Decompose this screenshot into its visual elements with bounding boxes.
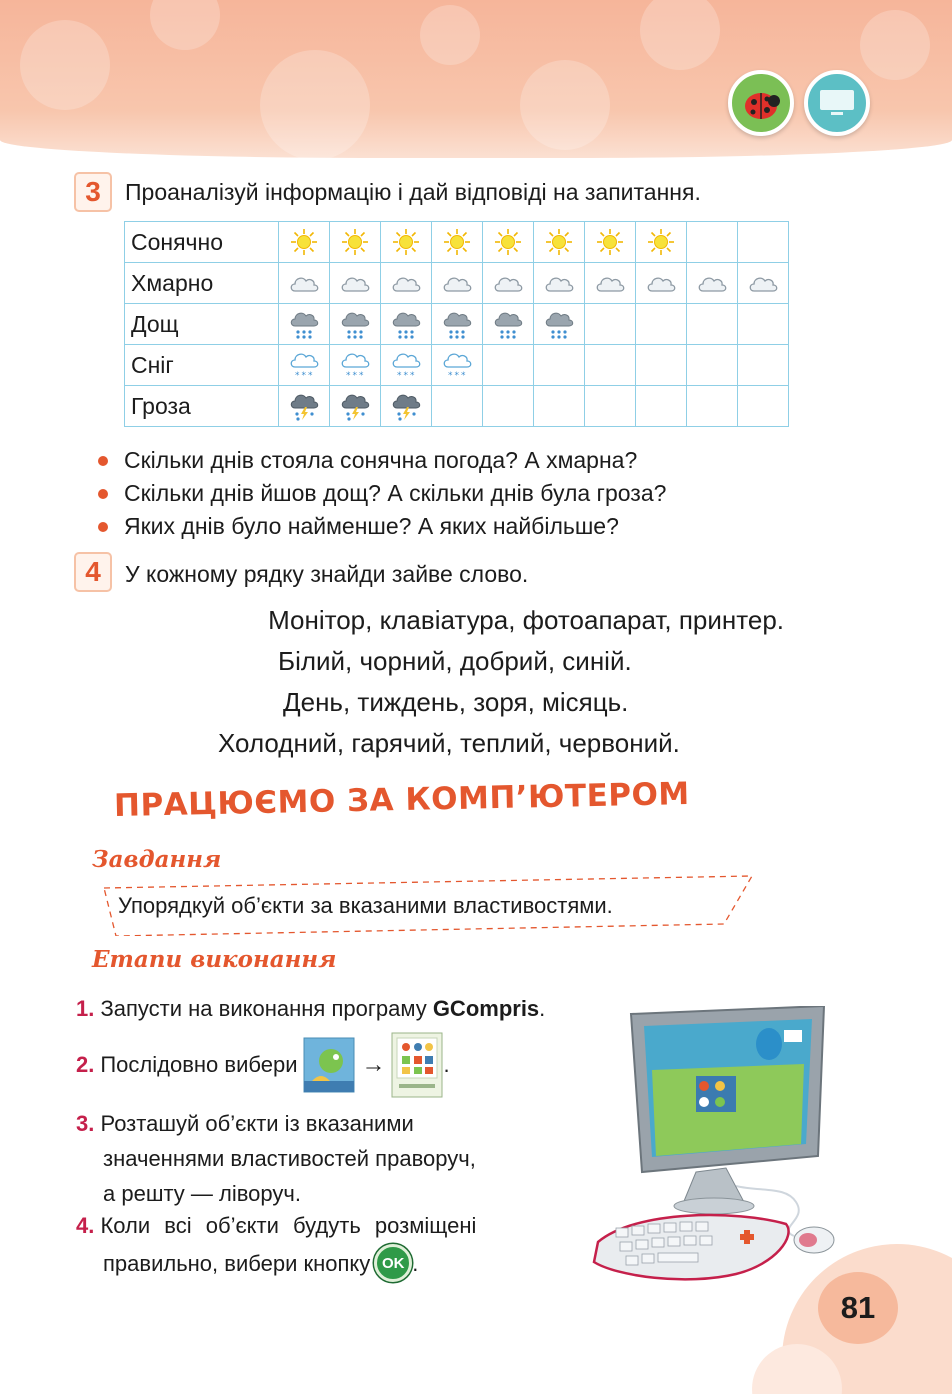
table-row <box>125 386 789 427</box>
table-cell <box>636 222 687 263</box>
table-cell <box>483 304 534 345</box>
table-row <box>125 345 789 386</box>
task-number: 4 <box>74 552 112 592</box>
section-title: ПРАЦЮЄМО ЗА КОМП’ЮТЕРОМ <box>113 775 691 825</box>
cloud-icon <box>279 271 329 295</box>
table-cell <box>279 304 330 345</box>
svg-text:*: * <box>410 371 415 381</box>
svg-text:*: * <box>301 371 306 381</box>
task-number: 3 <box>74 172 112 212</box>
task-prompt: Проаналізуй інформацію і дай відповіді на запитання. <box>125 179 701 205</box>
svg-text:*: * <box>346 371 351 381</box>
list-item: Скільки днів йшов дощ? А скільки днів була гроза? <box>98 477 666 510</box>
table-cell <box>636 263 687 304</box>
row-label: Хмарно <box>125 263 279 304</box>
row-label: Сонячно <box>125 222 279 263</box>
cloud-icon <box>381 271 431 295</box>
snow-icon <box>381 349 431 381</box>
table-cell <box>381 345 432 386</box>
header-band <box>0 0 952 158</box>
storm-icon <box>381 390 431 422</box>
table-row <box>125 222 789 263</box>
rain-icon <box>279 308 329 340</box>
storm-icon <box>279 390 329 422</box>
gcompris-activity-icon <box>303 1037 355 1093</box>
cloud-icon <box>432 271 482 295</box>
table-cell <box>279 345 330 386</box>
table-cell <box>585 304 636 345</box>
table-cell <box>381 386 432 427</box>
table-cell <box>432 386 483 427</box>
question-list <box>98 444 666 543</box>
sun-icon <box>483 227 533 257</box>
rain-icon <box>432 308 482 340</box>
table-row <box>125 263 789 304</box>
step-4: 4. Коли всі об’єкти будуть розміщені правильно, вибери кнопку OK . <box>76 1207 476 1282</box>
list-item: Яких днів було найменше? А яких найбільше? <box>98 510 666 543</box>
sun-icon <box>279 227 329 257</box>
table-cell <box>381 222 432 263</box>
cloud-icon <box>330 271 380 295</box>
table-cell <box>534 304 585 345</box>
snow-icon <box>432 349 482 381</box>
sun-icon <box>636 227 686 257</box>
table-cell <box>534 222 585 263</box>
table-cell <box>381 304 432 345</box>
sun-icon <box>585 227 635 257</box>
table-cell <box>483 263 534 304</box>
svg-text:*: * <box>403 371 408 381</box>
weather-table <box>124 221 789 427</box>
table-cell <box>279 263 330 304</box>
ladybug-icon <box>728 70 794 136</box>
rain-icon <box>330 308 380 340</box>
table-cell <box>432 263 483 304</box>
svg-text:*: * <box>454 371 459 381</box>
cloud-icon <box>738 271 788 295</box>
table-cell <box>534 386 585 427</box>
table-cell <box>687 386 738 427</box>
task-prompt: У кожному рядку знайди зайве слово. <box>125 561 529 587</box>
storm-icon <box>330 390 380 422</box>
sun-icon <box>330 227 380 257</box>
step-2: 2. Послідовно вибери → . <box>76 1032 450 1098</box>
table-cell <box>330 345 381 386</box>
word-line: Холодний, гарячий, теплий, червоний. <box>218 728 680 758</box>
table-cell <box>330 386 381 427</box>
table-cell <box>738 386 789 427</box>
step-3: 3. Розташуй об’єкти із вказаними значеннями властивостей праворуч, а решту — ліворуч. <box>76 1111 476 1206</box>
step-1: 1. Запусти на виконання програму GCompris. <box>76 996 546 1021</box>
table-cell <box>687 345 738 386</box>
cloud-icon <box>585 271 635 295</box>
table-cell <box>738 345 789 386</box>
cloud-icon <box>636 271 686 295</box>
table-cell <box>687 304 738 345</box>
table-cell <box>585 222 636 263</box>
cloud-icon <box>483 271 533 295</box>
table-cell <box>483 222 534 263</box>
table-cell <box>534 263 585 304</box>
task-heading: Завдання <box>92 846 222 873</box>
page-number: 81 <box>818 1272 898 1344</box>
svg-text:*: * <box>352 371 357 381</box>
table-cell <box>279 386 330 427</box>
word-line: День, тиждень, зоря, місяць. <box>283 687 629 717</box>
table-cell <box>483 345 534 386</box>
word-lines <box>150 600 820 764</box>
computer-illustration <box>586 1006 856 1291</box>
list-item: Скільки днів стояла сонячна погода? А хмарна? <box>98 444 666 477</box>
sun-icon <box>381 227 431 257</box>
word-line: Монітор, клавіатура, фотоапарат, принтер. <box>268 605 784 635</box>
cloud-icon <box>687 271 737 295</box>
table-cell <box>585 386 636 427</box>
snow-icon <box>330 349 380 381</box>
task-text: Упорядкуй об’єкти за вказаними властивостями. <box>118 893 613 918</box>
sort-objects-activity-icon <box>391 1032 443 1098</box>
table-cell <box>330 263 381 304</box>
table-cell <box>636 304 687 345</box>
table-cell <box>738 222 789 263</box>
snow-icon <box>279 349 329 381</box>
svg-text:*: * <box>461 371 466 381</box>
svg-text:*: * <box>448 371 453 381</box>
word-line: Білий, чорний, добрий, синій. <box>278 646 632 676</box>
row-label: Сніг <box>125 345 279 386</box>
table-cell <box>738 263 789 304</box>
table-row <box>125 304 789 345</box>
table-cell <box>432 222 483 263</box>
rain-icon <box>483 308 533 340</box>
table-cell <box>585 263 636 304</box>
table-cell <box>585 345 636 386</box>
ok-button-icon: OK <box>374 1244 412 1282</box>
table-cell <box>381 263 432 304</box>
table-cell <box>687 222 738 263</box>
table-cell <box>432 304 483 345</box>
table-cell <box>636 386 687 427</box>
table-cell <box>330 222 381 263</box>
table-cell <box>636 345 687 386</box>
table-cell <box>738 304 789 345</box>
row-label: Гроза <box>125 386 279 427</box>
svg-text:*: * <box>295 371 300 381</box>
rain-icon <box>381 308 431 340</box>
sun-icon <box>534 227 584 257</box>
sun-icon <box>432 227 482 257</box>
svg-text:*: * <box>397 371 402 381</box>
table-cell <box>534 345 585 386</box>
monitor-icon <box>804 70 870 136</box>
table-cell <box>279 222 330 263</box>
table-cell <box>330 304 381 345</box>
table-cell <box>432 345 483 386</box>
row-label: Дощ <box>125 304 279 345</box>
table-cell <box>483 386 534 427</box>
steps-heading: Етапи виконання <box>92 946 337 973</box>
cloud-icon <box>534 271 584 295</box>
svg-text:*: * <box>359 371 364 381</box>
svg-text:*: * <box>308 371 313 381</box>
rain-icon <box>534 308 584 340</box>
table-cell <box>687 263 738 304</box>
